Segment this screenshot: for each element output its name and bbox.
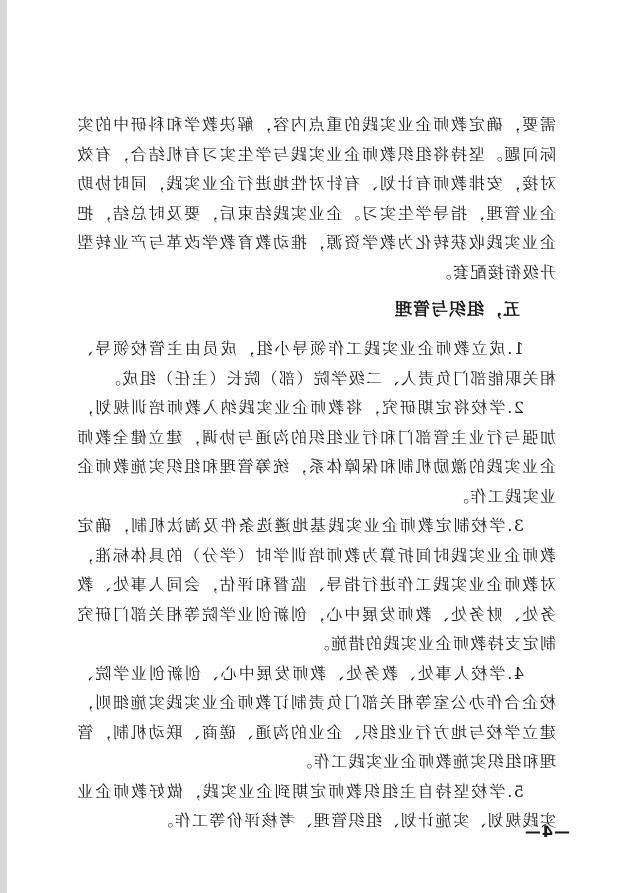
page-number: —4— (523, 822, 570, 841)
list-item: 1.成立教师企业实践工作领导小组，成员由主管校领导、相关职能部门负责人、二级学院（部）院长（主任）组成。 (76, 339, 556, 388)
list-item: 4.学校人事处、教务处、教师发展中心、创新创业学院、校企合作办公室等相关部门负责制订教师企业实践实施细则，建立学校与地方行业组织、企业的沟通、磋商、联动机制，管理和组织实施教师企业实践工作。 (76, 663, 556, 771)
section-heading: 五，组织与管理 (394, 300, 520, 320)
document-body (76, 110, 556, 836)
list-item: 3.学校制定教师企业实践基地遴选条件及淘汰机制，确定教师企业实践时间折算为教师培训学时（学分）的具体标准，对教师企业实践工作进行指导、监督和评估，会同人事处、教务处、财务处、教师发展中心，创新创业学院等相关部门研究制定支持教师企业实践的措施。 (76, 516, 556, 653)
intro-paragraph: 需要，确定教师企业实践的重点内容，解决教学和科研中的实际问题。坚持将组织教师企业实践与学生实习有机结合，有效对接，安排教师有计划、有针对性地进行企业实践，同时协助企业管理，指导学生实习。企业实践结束后，要及时总结，把企业实践收获转化为教学资源，推动教育教学改革与产业转型升级衔接配套。 (76, 115, 556, 282)
list-item: 2.学校将定期研究，将教师企业实践纳入教师培训规划，加强与行业主管部门和行业组织的沟通与协调，建立健全教师企业实践的激励机制和保障体系，统筹管理和组织实施教师企业实践工作。 (76, 398, 556, 506)
list-item: 5.学校坚持自主组织教师定期到企业实践，做好教师企业实践规划、实施计划、组织管理、考核评价等工作。 (76, 781, 556, 830)
